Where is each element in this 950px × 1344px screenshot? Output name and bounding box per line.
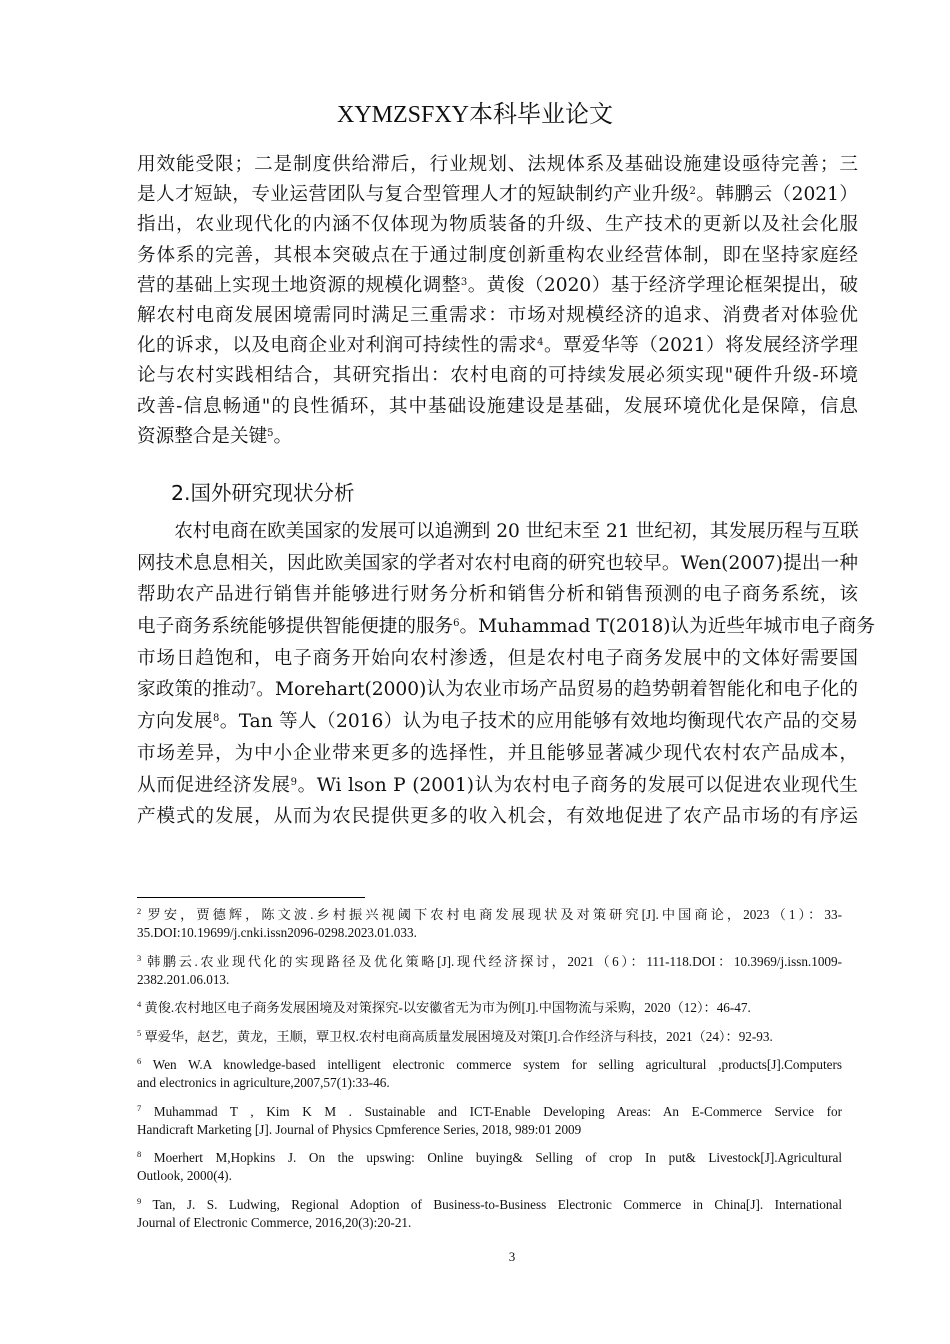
body-paragraph bbox=[137, 516, 876, 833]
text-run: Moerhert M,Hopkins J. On the upswing: Online buying& Selling of crop In put& Livestock[J].Agricultural bbox=[141, 1150, 842, 1165]
text-line bbox=[137, 579, 858, 611]
text-run: Journal of Electronic Commerce, 2016,20(3):20-21. bbox=[137, 1214, 412, 1230]
page-number: 3 bbox=[508, 1249, 516, 1264]
text-run: 市场差异，为中小企业带来更多的选择性，并且能够显著减少现代农村农产品成本， bbox=[137, 742, 858, 764]
body-paragraph bbox=[137, 150, 858, 452]
footnote bbox=[137, 1056, 842, 1092]
text-run: Outlook, 2000(4). bbox=[137, 1168, 232, 1183]
footnote-line bbox=[137, 953, 842, 971]
text-line bbox=[137, 548, 858, 580]
text-run: 解农村电商发展困境需同时满足三重需求：市场对规模经济的追求、消费者对体验优 bbox=[137, 304, 858, 326]
text-run: 农村电商在欧美国家的发展可以追溯到 20 世纪末至 21 世纪初，其发展历程与互联 bbox=[137, 521, 859, 542]
footnote-ref: 5 bbox=[137, 1027, 142, 1038]
footnote-line bbox=[137, 1149, 842, 1167]
text-run: 网技术息息相关，因此欧美国家的学者对农村电商的研究也较早。Wen(2007)提出一种 bbox=[137, 552, 858, 574]
text-run: 改善-信息畅通"的良性循环，其中基础设施建设是基础，发展环境优化是保障，信息 bbox=[137, 395, 858, 417]
footnote-line bbox=[137, 1121, 842, 1139]
footnote-ref: 9 bbox=[290, 776, 297, 788]
footnote-ref: 7 bbox=[137, 1102, 142, 1113]
footnote-ref: 2 bbox=[137, 906, 142, 916]
footnote-ref: 9 bbox=[137, 1195, 142, 1206]
footnote bbox=[137, 999, 842, 1017]
text-line bbox=[137, 643, 858, 675]
footnote bbox=[137, 1028, 842, 1046]
text-run: 用效能受限；二是制度供给滞后，行业规划、法规体系及基础设施建设亟待完善；三 bbox=[137, 154, 858, 175]
text-run: 务体系的完善，其根本突破点在于通过制度创新重构农业经营体制，即在坚持家庭经 bbox=[137, 244, 858, 266]
text-run: 2382.201.06.013. bbox=[137, 971, 230, 987]
text-run: 35.DOI:10.19699/j.cnki.issn2096-0298.2023.01.033. bbox=[137, 925, 417, 940]
text-line bbox=[137, 180, 858, 210]
text-line bbox=[137, 706, 858, 738]
text-run: 帮助农产品进行销售并能够进行财务分析和销售分析和销售预测的电子商务系统，该 bbox=[137, 584, 858, 606]
text-line bbox=[137, 301, 858, 331]
footnote-separator bbox=[137, 897, 365, 898]
text-line bbox=[137, 150, 858, 180]
footnote-ref: 2 bbox=[689, 186, 696, 198]
text-run: 产模式的发展，从而为农民提供更多的收入机会，有效地促进了农产品市场的有序运 bbox=[137, 806, 858, 828]
text-run: 罗安，贾德辉，陈文波.乡村振兴视阈下农村电商发展现状及对策研究[J].中国商论，2023（1）：33- bbox=[141, 907, 843, 922]
text-run: 。Muhammad T(2018)认为近些年城市电子商务 bbox=[459, 616, 876, 638]
footnote bbox=[137, 1149, 842, 1185]
text-run: Handicraft Marketing [J]. Journal of Physics Cpmference Series, 2018, 989:01 2009 bbox=[137, 1121, 582, 1137]
footnote-line bbox=[137, 1167, 842, 1185]
section-heading: 2.国外研究现状分析 bbox=[171, 481, 355, 505]
text-line bbox=[137, 210, 858, 240]
text-run: 从而促进经济发展 bbox=[137, 774, 291, 796]
footnote-line bbox=[137, 1056, 842, 1074]
text-run: 韩鹏云.农业现代化的实现路径及优化策略[J].现代经济探讨，2021（6）：111-118.DOI：10.3969/j.issn.1009- bbox=[141, 953, 842, 969]
footnote-ref: 4 bbox=[537, 337, 544, 349]
footnote-ref: 3 bbox=[460, 276, 468, 288]
footnote-line bbox=[137, 1196, 842, 1214]
text-run: 。覃爱华等（2021）将发展经济学理 bbox=[543, 335, 858, 357]
text-run: 电子商务系统能够提供智能便捷的服务 bbox=[137, 616, 454, 638]
text-line bbox=[137, 770, 858, 802]
footnote-ref: 8 bbox=[137, 1149, 142, 1159]
text-run: Wen W.A knowledge-based intelligent electronic commerce system for selling agricultural ,products[J].Computers bbox=[141, 1057, 842, 1072]
footnote-ref: 4 bbox=[137, 999, 142, 1009]
footnote-line bbox=[137, 1074, 842, 1092]
footnote bbox=[137, 1103, 842, 1139]
text-line bbox=[137, 331, 858, 361]
text-line bbox=[137, 361, 858, 391]
footnote bbox=[137, 1196, 842, 1232]
text-run: and electronics in agriculture,2007,57(1):33-46. bbox=[137, 1075, 390, 1090]
text-run: 。韩鹏云（2021） bbox=[695, 184, 858, 206]
text-run: 方向发展 bbox=[137, 711, 213, 733]
page-header-title: XYMZSFXY本科毕业论文 bbox=[336, 102, 614, 128]
footnotes bbox=[137, 906, 842, 1242]
footnote-line bbox=[137, 1214, 842, 1232]
text-run: 家政策的推动 bbox=[137, 679, 250, 701]
text-run: 化的诉求，以及电商企业对利润可持续性的需求 bbox=[137, 335, 538, 357]
text-line bbox=[137, 611, 876, 643]
footnote-ref: 5 bbox=[267, 427, 274, 439]
text-run: Tan, J. S. Ludwing, Regional Adoption of Business-to-Business Electronic Commerce in China[J]. International bbox=[141, 1196, 842, 1212]
footnote-line bbox=[137, 1103, 842, 1121]
text-line bbox=[137, 241, 858, 271]
text-line bbox=[137, 271, 858, 301]
text-run: 论与农村实践相结合，其研究指出：农村电商的可持续发展必须实现"硬件升级-环境 bbox=[137, 365, 858, 387]
text-run: Muhammad T , Kim K M . Sustainable and ICT-Enable Developing Areas: An E-Commerce Service for bbox=[141, 1103, 842, 1119]
footnote-ref: 3 bbox=[137, 952, 142, 963]
text-run: 。Tan 等人（2016）认为电子技术的应用能够有效地均衡现代农产品的交易 bbox=[219, 711, 858, 733]
footnote bbox=[137, 953, 842, 989]
text-run: 资源整合是关键 bbox=[137, 425, 268, 447]
text-line bbox=[137, 674, 858, 706]
footnote-ref: 7 bbox=[249, 681, 256, 693]
text-line bbox=[137, 392, 858, 422]
footnote-line bbox=[137, 971, 842, 989]
footnote-line bbox=[137, 999, 842, 1017]
footnote bbox=[137, 906, 842, 942]
footnote-ref: 6 bbox=[137, 1056, 142, 1066]
text-run: 。Morehart(2000)认为农业市场产品贸易的趋势朝着智能化和电子化的 bbox=[256, 679, 858, 701]
text-run: 。黄俊（2020）基于经济学理论框架提出，破 bbox=[467, 274, 858, 296]
footnote-line bbox=[137, 1028, 842, 1046]
footnote-line bbox=[137, 906, 842, 924]
footnote-ref: 8 bbox=[212, 713, 220, 725]
footnote-line bbox=[137, 924, 842, 942]
text-line bbox=[137, 516, 858, 548]
text-run: 黄俊.农村地区电子商务发展困境及对策探究-以安徽省无为市为例[J].中国物流与采购，2020（12）：46-47. bbox=[141, 1000, 751, 1015]
text-run: 营的基础上实现土地资源的规模化调整 bbox=[137, 274, 461, 296]
text-run: 指出，农业现代化的内涵不仅体现为物质装备的升级、生产技术的更新以及社会化服 bbox=[137, 214, 858, 236]
footnote-ref: 6 bbox=[453, 618, 460, 630]
text-run: 市场日趋饱和，电子商务开始向农村渗透，但是农村电子商务发展中的文体好需要国 bbox=[137, 647, 858, 669]
text-line bbox=[137, 801, 858, 833]
text-line bbox=[137, 422, 858, 452]
text-line bbox=[137, 738, 858, 770]
text-run: 是人才短缺，专业运营团队与复合型管理人才的短缺制约产业升级 bbox=[137, 184, 690, 206]
text-run: 。Wi lson P (2001)认为农村电子商务的发展可以促进农业现代生 bbox=[296, 774, 858, 796]
text-run: 。 bbox=[273, 425, 293, 447]
text-run: 覃爱华，赵艺，黄龙，王顺，覃卫权.农村电商高质量发展困境及对策[J].合作经济与科技，2021（24）：92-93. bbox=[141, 1028, 773, 1044]
